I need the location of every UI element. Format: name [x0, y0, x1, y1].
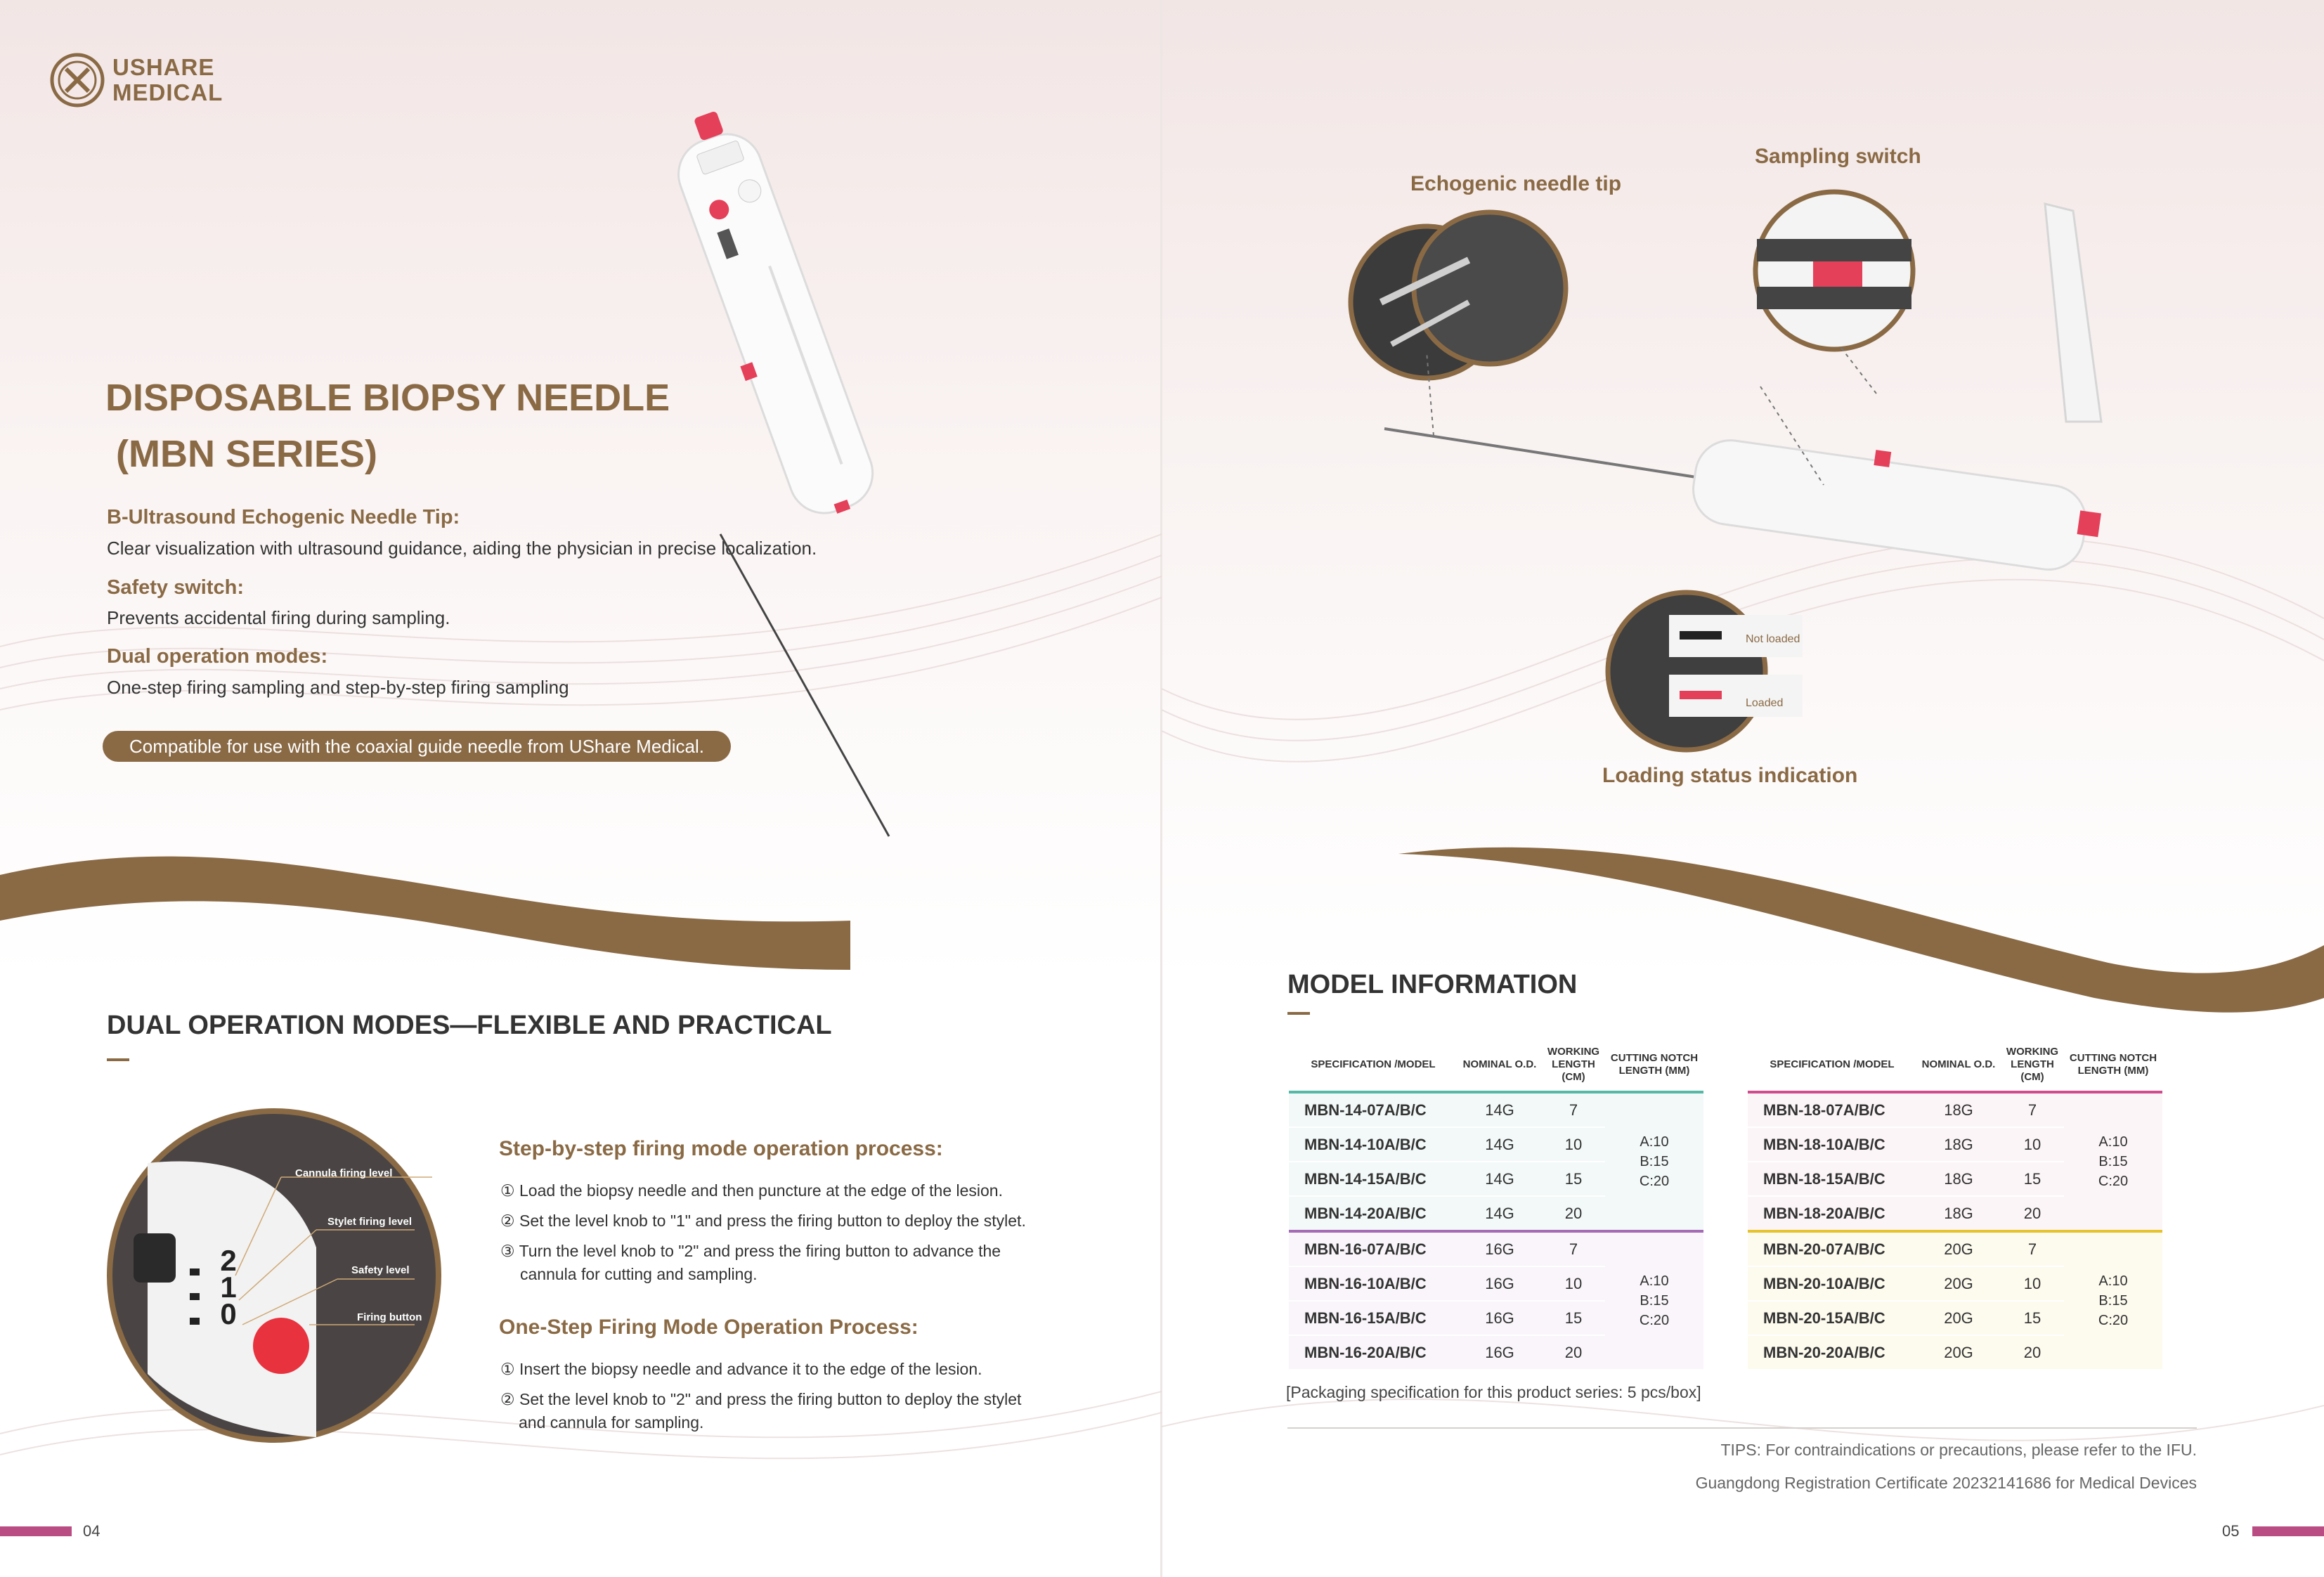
model-cell: MBN-20-07A/B/C [1748, 1231, 1916, 1266]
length-cell: 20 [1542, 1196, 1605, 1231]
step-mode-step-3: ③ Turn the level knob to "2" and press the firing button to advance the [500, 1242, 1001, 1260]
model-cell: MBN-14-07A/B/C [1289, 1092, 1458, 1127]
od-cell: 20G [1916, 1231, 2001, 1266]
notch-value: B:15 [2098, 1293, 2128, 1309]
length-cell: 7 [2001, 1092, 2064, 1127]
length-cell: 15 [1542, 1301, 1605, 1335]
length-cell: 15 [2001, 1301, 2064, 1335]
title-line-1: DISPOSABLE BIOPSY NEEDLE [105, 377, 670, 419]
model-table-right [1748, 1039, 2162, 1370]
footer-divider [1287, 1427, 2197, 1429]
length-cell: 7 [1542, 1231, 1605, 1266]
od-cell: 20G [1916, 1266, 2001, 1301]
table-row [1748, 1231, 2162, 1266]
notch-value: A:10 [1640, 1134, 1669, 1150]
od-cell: 16G [1458, 1266, 1542, 1301]
model-cell: MBN-14-20A/B/C [1289, 1196, 1458, 1231]
model-cell: MBN-16-10A/B/C [1289, 1266, 1458, 1301]
one-step-mode-heading: One-Step Firing Mode Operation Process: [499, 1316, 918, 1339]
one-step-step-1: ① Insert the biopsy needle and advance it to the edge of the lesion. [500, 1360, 982, 1378]
length-cell: 10 [2001, 1266, 2064, 1301]
notch-value: C:20 [2098, 1174, 2129, 1189]
notch-value: C:20 [2098, 1313, 2129, 1328]
notch-value: A:10 [2098, 1134, 2128, 1150]
model-cell: MBN-14-15A/B/C [1289, 1162, 1458, 1196]
sampling-switch-callout: Sampling switch [1755, 145, 1921, 168]
loaded-label: Loaded [1746, 697, 1784, 709]
col-header-od: NOMINAL O.D. [1462, 1058, 1537, 1070]
col-header-spec: SPECIFICATION /MODEL [1770, 1058, 1895, 1070]
brand-line-2: MEDICAL [112, 79, 223, 105]
echogenic-tip-callout: Echogenic needle tip [1410, 172, 1622, 195]
tips-note: TIPS: For contraindications or precautions, please refer to the IFU. [1720, 1441, 2197, 1459]
od-cell: 16G [1458, 1231, 1542, 1266]
feature-heading-dual: Dual operation modes: [107, 645, 328, 668]
od-cell: 14G [1458, 1162, 1542, 1196]
col-header-notch: CUTTING NOTCH LENGTH (MM) [2069, 1052, 2157, 1077]
knob-level-2: 2 [220, 1244, 237, 1277]
one-step-step-2: ② Set the level knob to "2" and press the firing button to deploy the stylet [500, 1390, 1022, 1408]
col-header-spec: SPECIFICATION /MODEL [1311, 1058, 1436, 1070]
brand-logo-icon [49, 52, 105, 108]
feature-text-dual: One-step firing sampling and step-by-step firing sampling [107, 677, 569, 698]
feature-heading-echogenic: B-Ultrasound Echogenic Needle Tip: [107, 506, 460, 528]
od-cell: 16G [1458, 1335, 1542, 1370]
length-cell: 10 [2001, 1127, 2064, 1162]
model-cell: MBN-18-07A/B/C [1748, 1092, 1916, 1127]
model-cell: MBN-20-10A/B/C [1748, 1266, 1916, 1301]
feature-text-echogenic: Clear visualization with ultrasound guidance, aiding the physician in precise localization. [107, 538, 817, 559]
col-header-od: NOMINAL O.D. [1921, 1058, 1996, 1070]
notch-value: B:15 [1640, 1154, 1669, 1169]
length-cell: 10 [1542, 1266, 1605, 1301]
notch-value: A:10 [1640, 1273, 1669, 1289]
notch-cell [2064, 1231, 2162, 1370]
biopsy-needle-illustration [668, 119, 921, 836]
od-cell: 14G [1458, 1092, 1542, 1127]
od-cell: 18G [1916, 1196, 2001, 1231]
od-cell: 14G [1458, 1127, 1542, 1162]
loading-status-callout: Loading status indication [1602, 764, 1858, 787]
stylet-level-label: Stylet firing level [327, 1216, 413, 1228]
od-cell: 18G [1916, 1162, 2001, 1196]
brand-name [112, 55, 223, 105]
col-header-length: WORKING LENGTH (CM) [1547, 1046, 1600, 1083]
length-cell: 15 [2001, 1162, 2064, 1196]
page-marker-left [0, 1526, 72, 1536]
od-cell: 16G [1458, 1301, 1542, 1335]
not-loaded-label: Not loaded [1746, 633, 1800, 645]
length-cell: 20 [2001, 1335, 2064, 1370]
safety-level-label: Safety level [351, 1264, 410, 1276]
notch-value: A:10 [2098, 1273, 2128, 1289]
one-step-step-2-cont: and cannula for sampling. [519, 1413, 704, 1432]
model-cell: MBN-14-10A/B/C [1289, 1127, 1458, 1162]
od-cell: 14G [1458, 1196, 1542, 1231]
length-cell: 15 [1542, 1162, 1605, 1196]
length-cell: 7 [1542, 1092, 1605, 1127]
page-number-left: 04 [83, 1522, 100, 1540]
col-header-length: WORKING LENGTH (CM) [2006, 1046, 2059, 1083]
page-title [105, 370, 670, 482]
step-mode-heading: Step-by-step firing mode operation process: [499, 1137, 943, 1160]
step-mode-step-2: ② Set the level knob to "1" and press the firing button to deploy the stylet. [500, 1212, 1026, 1230]
model-cell: MBN-18-10A/B/C [1748, 1127, 1916, 1162]
model-cell: MBN-16-07A/B/C [1289, 1231, 1458, 1266]
notch-value: B:15 [2098, 1154, 2128, 1169]
packaging-note: [Packaging specification for this product series: 5 pcs/box] [1286, 1383, 1701, 1401]
col-header-notch: CUTTING NOTCH LENGTH (MM) [1610, 1052, 1699, 1077]
notch-cell [1605, 1231, 1703, 1370]
notch-value: C:20 [1639, 1174, 1670, 1189]
registration-note: Guangdong Registration Certificate 20232141686 for Medical Devices [1695, 1474, 2197, 1492]
section-title-dash [107, 1058, 129, 1061]
feature-text-safety: Prevents accidental firing during sampling. [107, 607, 450, 628]
table-row [1289, 1231, 1703, 1266]
model-cell: MBN-16-20A/B/C [1289, 1335, 1458, 1370]
length-cell: 20 [1542, 1335, 1605, 1370]
model-cell: MBN-20-20A/B/C [1748, 1335, 1916, 1370]
firing-button-label: Firing button [357, 1311, 422, 1323]
page-number-right: 05 [2222, 1522, 2240, 1540]
od-cell: 18G [1916, 1127, 2001, 1162]
od-cell: 20G [1916, 1335, 2001, 1370]
right-product-illustration [1335, 183, 2319, 745]
dual-modes-section-title: DUAL OPERATION MODES—FLEXIBLE AND PRACTICAL [107, 1011, 832, 1040]
model-cell: MBN-16-15A/B/C [1289, 1301, 1458, 1335]
model-cell: MBN-18-20A/B/C [1748, 1196, 1916, 1231]
length-cell: 10 [1542, 1127, 1605, 1162]
length-cell: 20 [2001, 1196, 2064, 1231]
notch-value: B:15 [1640, 1293, 1669, 1309]
model-info-title: MODEL INFORMATION [1287, 970, 1578, 999]
length-cell: 7 [2001, 1231, 2064, 1266]
feature-heading-safety: Safety switch: [107, 576, 244, 599]
knob-level-numbers [218, 1244, 239, 1330]
od-cell: 20G [1916, 1301, 2001, 1335]
knob-level-0: 0 [220, 1297, 237, 1330]
compatibility-banner: Compatible for use with the coaxial guide needle from UShare Medical. [103, 731, 731, 762]
model-cell: MBN-20-15A/B/C [1748, 1301, 1916, 1335]
brand-line-1: USHARE [112, 54, 215, 80]
model-info-dash [1287, 1012, 1310, 1015]
table-row [1748, 1092, 2162, 1127]
step-mode-step-3-cont: cannula for cutting and sampling. [520, 1265, 758, 1283]
notch-value: C:20 [1639, 1313, 1670, 1328]
table-row [1289, 1092, 1703, 1127]
model-table-left [1289, 1039, 1703, 1370]
title-line-2: (MBN SERIES) [105, 433, 378, 475]
page-marker-right [2252, 1526, 2324, 1536]
model-table-left-wrap [1289, 1039, 1703, 1370]
knob-level-1: 1 [220, 1271, 237, 1304]
model-table-right-wrap [1748, 1039, 2162, 1370]
step-mode-step-1: ① Load the biopsy needle and then puncture at the edge of the lesion. [500, 1181, 1003, 1200]
cannula-level-label: Cannula firing level [295, 1167, 393, 1179]
od-cell: 18G [1916, 1092, 2001, 1127]
model-cell: MBN-18-15A/B/C [1748, 1162, 1916, 1196]
notch-cell [1605, 1092, 1703, 1231]
notch-cell [2064, 1092, 2162, 1231]
